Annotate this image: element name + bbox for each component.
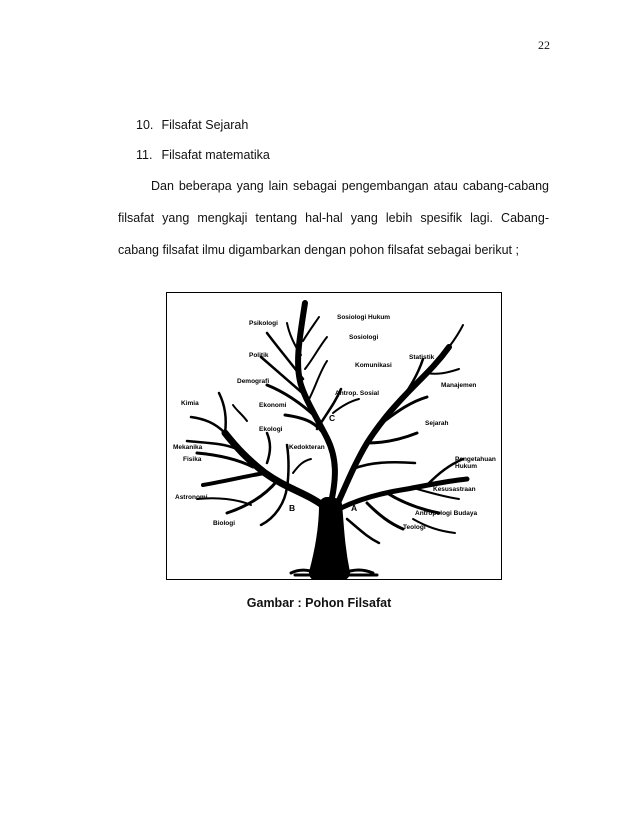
tree-label-mekanika: Mekanika	[173, 444, 203, 451]
paragraph-line: Dan beberapa yang lain sebagai pengembangan atau cabang-cabang	[151, 179, 549, 193]
tree-illustration	[167, 293, 501, 579]
tree-label-sosiologi: Sosiologi	[349, 334, 379, 341]
paragraph-line: filsafat yang mengkaji tentang hal-hal yang lebih spesifik lagi. Cabang-	[118, 211, 549, 225]
tree-label-fisika: Fisika	[183, 456, 202, 463]
list-item	[136, 148, 270, 162]
tree-label-politik: Politik	[249, 352, 269, 359]
tree-label-antropologi-budaya: Antropologi Budaya	[415, 510, 478, 517]
tree-label-c: C	[329, 413, 336, 423]
tree-label-ekonomi: Ekonomi	[259, 402, 287, 409]
tree-label-pengetahuan: Pengetahuan	[455, 456, 496, 463]
list-item-number: 10.	[136, 118, 154, 132]
list-item-number: 11.	[136, 148, 153, 162]
tree-label-demografi: Demografi	[237, 378, 270, 385]
list-item	[136, 118, 248, 132]
tree-label-kimia: Kimia	[181, 400, 199, 407]
tree-label-statistik: Statistik	[409, 354, 435, 361]
tree-label-astronomi: Astronomi	[175, 494, 208, 501]
tree-label-manajemen: Manajemen	[441, 382, 477, 389]
figure-caption: Gambar : Pohon Filsafat	[246, 596, 392, 610]
tree-label-komunikasi: Komunikasi	[355, 362, 392, 369]
list-item-text: Filsafat Sejarah	[161, 118, 249, 132]
tree-label-sosiologi-hukum: Sosiologi Hukum	[337, 314, 391, 321]
paragraph-line: cabang filsafat ilmu digambarkan dengan pohon filsafat sebagai berikut ;	[118, 243, 519, 257]
body-paragraph	[118, 170, 549, 266]
tree-label-kesusastraan: Kesusastraan	[433, 486, 476, 493]
tree-label-teologi: Teologi	[403, 524, 426, 531]
tree-label-sejarah: Sejarah	[425, 420, 449, 427]
tree-graphic	[187, 303, 467, 575]
tree-label-b: B	[289, 503, 296, 513]
page-number: 22	[538, 38, 550, 52]
list-item-text: Filsafat matematika	[161, 148, 270, 162]
tree-label-a: A	[351, 503, 358, 513]
tree-label-hukum: Hukum	[455, 463, 478, 470]
tree-label-biologi: Biologi	[213, 520, 236, 527]
tree-label-psikologi: Psikologi	[249, 320, 278, 327]
tree-label-antrop-sosial: Antrop. Sosial	[335, 390, 380, 397]
tree-label-ekologi: Ekologi	[259, 426, 283, 433]
philosophy-tree-figure	[166, 292, 502, 580]
tree-label-kedokteran: Kedokteran	[289, 444, 325, 451]
